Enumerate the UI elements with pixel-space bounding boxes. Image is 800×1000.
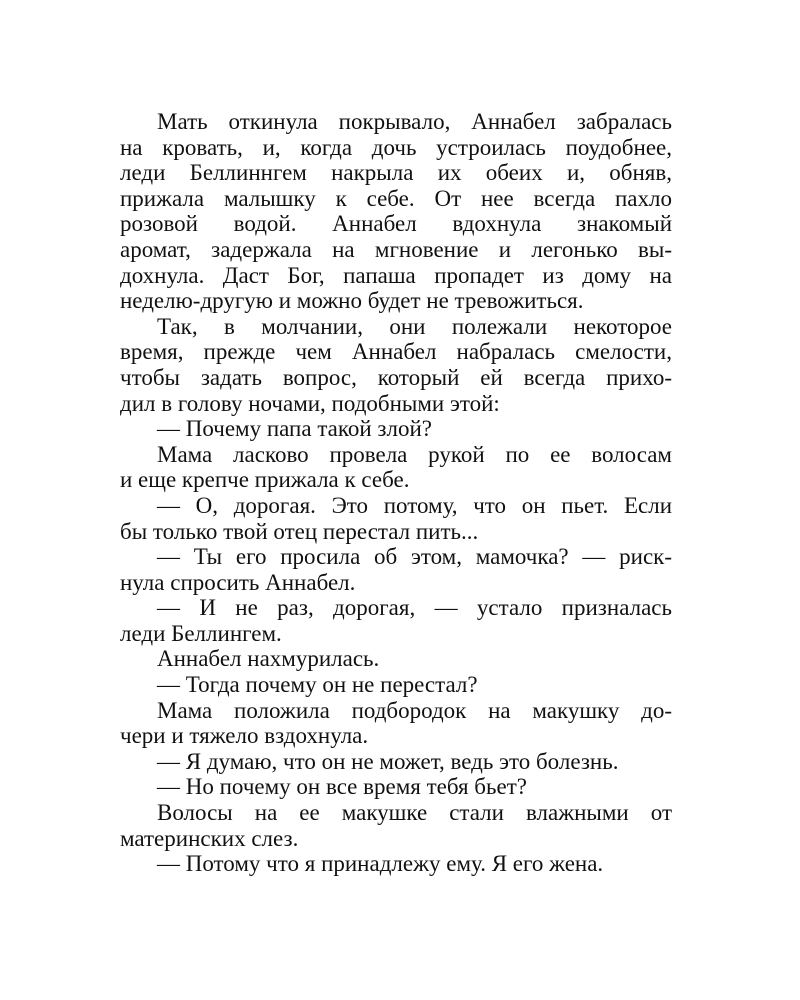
text-line: чтобы задать вопрос, который ей всегда прихо- bbox=[120, 364, 672, 390]
text-line: — И не раз, дорогая, — устало призналась bbox=[157, 595, 672, 621]
text-line: леди Беллингем. bbox=[120, 620, 282, 646]
text-line: Аннабел нахмурилась. bbox=[157, 646, 380, 672]
text-line: дохнула. Даст Бог, папаша пропадет из дому на bbox=[120, 262, 672, 288]
text-line: аромат, задержала на мгновение и легонько вы- bbox=[120, 236, 672, 262]
text-line: Мать откинула покрывало, Аннабел забралась bbox=[157, 109, 672, 134]
text-line: Мама положила подбородок на макушку до- bbox=[157, 697, 672, 723]
text-line: — Но почему он все время тебя бьет? bbox=[157, 774, 527, 800]
text-line: розовой водой. Аннабел вдохнула знакомый bbox=[120, 211, 672, 237]
text-line: — Потому что я принадлежу ему. Я его жена. bbox=[157, 851, 604, 877]
text-line: — Почему папа такой злой? bbox=[157, 416, 433, 442]
body-text bbox=[120, 109, 672, 877]
text-line: неделю-другую и можно будет не тревожиться. bbox=[120, 288, 584, 314]
text-line: прижала малышку к себе. От нее всегда пахло bbox=[120, 185, 672, 211]
text-line: леди Беллиннгем накрыла их обеих и, обняв, bbox=[120, 160, 672, 186]
text-line: Волосы на ее макушке стали влажными от bbox=[157, 800, 672, 826]
text-line: Мама ласково провела рукой по ее волосам bbox=[157, 441, 672, 467]
text-line: бы только твой отец перестал пить... bbox=[120, 518, 479, 544]
text-line: дил в голову ночами, подобными этой: bbox=[120, 390, 500, 416]
text-line: Так, в молчании, они полежали некоторое bbox=[157, 313, 672, 339]
text-line: на кровать, и, когда дочь устроилась поудобнее, bbox=[120, 134, 672, 160]
text-line: нула спросить Аннабел. bbox=[120, 569, 356, 595]
text-line: — Тогда почему он не перестал? bbox=[157, 672, 478, 698]
text-line: чери и тяжело вздохнула. bbox=[120, 723, 369, 749]
text-line: время, прежде чем Аннабел набралась смелости, bbox=[120, 339, 672, 365]
text-line: — Ты его просила об этом, мамочка? — риск- bbox=[157, 544, 672, 570]
text-line: — О, дорогая. Это потому, что он пьет. Если bbox=[157, 492, 672, 518]
text-line: — Я думаю, что он не может, ведь это болезнь. bbox=[157, 748, 619, 774]
text-line: и еще крепче прижала к себе. bbox=[120, 467, 410, 493]
text-line: материнских слез. bbox=[120, 825, 299, 851]
